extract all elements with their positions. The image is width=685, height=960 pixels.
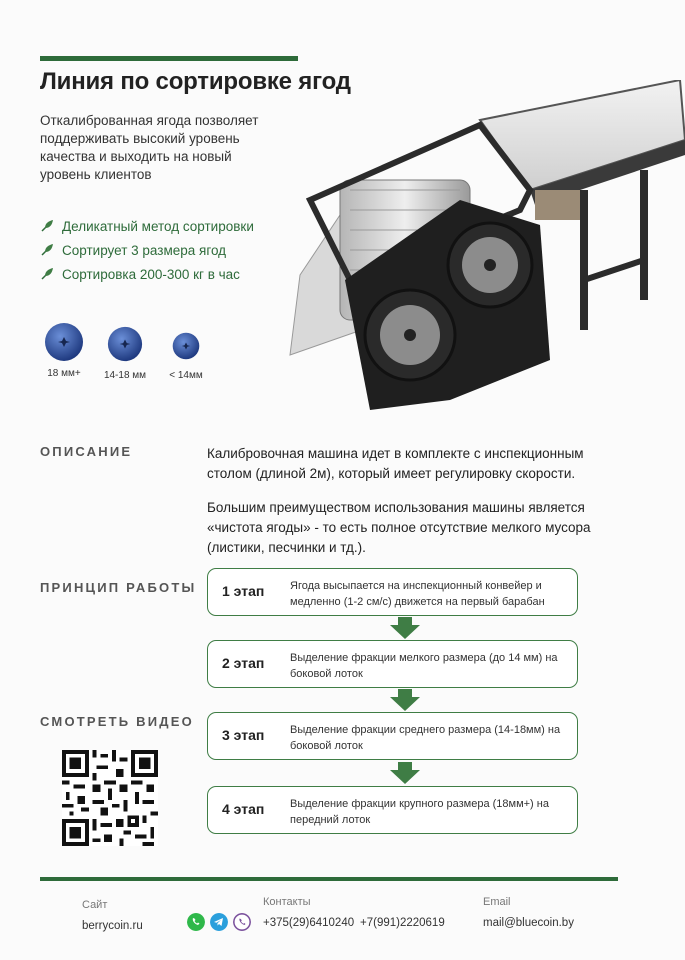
description-paragraph: Большим преимуществом использования машины является «чистота ягоды» - то есть полное отсутствие мелкого мусора (листики, песчинки и тд.). [207, 500, 591, 555]
site-link[interactable]: berrycoin.ru [82, 920, 143, 932]
step-title: 3 этап [222, 727, 265, 743]
telegram-icon[interactable] [210, 913, 228, 931]
leaf-icon [40, 219, 54, 233]
phone-link[interactable]: +375(29)6410240 [263, 917, 355, 929]
berry-label: 14-18 мм [103, 370, 147, 381]
feature-label: Сортировка 200-300 кг в час [62, 266, 240, 282]
top-accent-bar [40, 56, 298, 61]
down-arrow-icon [390, 762, 420, 784]
step-title: 2 этап [222, 655, 265, 671]
berry-label: 18 мм+ [47, 368, 81, 379]
step-card [207, 712, 578, 760]
description-heading: ОПИСАНИЕ [40, 444, 133, 459]
blueberry-icon [44, 322, 84, 362]
site-label: Сайт [82, 899, 108, 911]
berry-small [164, 332, 208, 381]
berry-label: < 14мм [169, 370, 203, 381]
qr-code[interactable] [62, 750, 158, 846]
step-title: 4 этап [222, 801, 265, 817]
leaf-icon [40, 267, 54, 281]
principle-heading: ПРИНЦИП РАБОТЫ [40, 580, 197, 595]
berry-large [40, 322, 88, 379]
email-link[interactable]: mail@bluecoin.by [483, 917, 574, 929]
down-arrow-icon [390, 617, 420, 639]
step-card [207, 640, 578, 688]
feature-item [40, 214, 254, 238]
video-heading: СМОТРЕТЬ ВИДЕО [40, 714, 194, 729]
step-text: Выделение фракции среднего размера (14-18мм) на боковой лоток [290, 724, 561, 752]
whatsapp-icon[interactable] [187, 913, 205, 931]
step-text: Ягода высыпается на инспекционный конвейер и медленно (1-2 см/с) движется на первый барабан [290, 580, 545, 608]
contacts-label: Контакты [263, 896, 311, 908]
blueberry-icon [107, 326, 143, 362]
step-card [207, 786, 578, 834]
berry-medium [100, 326, 150, 381]
feature-item [40, 262, 254, 286]
feature-label: Деликатный метод сортировки [62, 218, 254, 234]
intro-text: Откалиброванная ягода позволяет поддерживать высокий уровень качества и выходить на новый уровень клиентов [40, 113, 259, 182]
step-title: 1 этап [222, 583, 265, 599]
leaf-icon [40, 243, 54, 257]
down-arrow-icon [390, 689, 420, 711]
feature-list [40, 214, 254, 286]
phone-link[interactable]: +7(991)2220619 [360, 917, 445, 929]
feature-label: Сортирует 3 размера ягод [62, 242, 227, 258]
berry-sizes [40, 322, 220, 382]
step-text: Выделение фракции крупного размера (18мм+) на передний лоток [290, 798, 549, 826]
step-text: Выделение фракции мелкого размера (до 14 мм) на боковой лоток [290, 652, 558, 680]
description-text [207, 444, 607, 572]
blueberry-icon [172, 332, 200, 360]
viber-icon[interactable] [233, 913, 251, 931]
page-title: Линия по сортировке ягод [40, 68, 351, 95]
sorting-machine-image [280, 80, 685, 420]
bottom-accent-bar [40, 877, 618, 881]
feature-item [40, 238, 254, 262]
step-card [207, 568, 578, 616]
description-paragraph: Калибровочная машина идет в комплекте с инспекционным столом (длиной 2м), который имеет регулировку скорости. [207, 446, 584, 481]
email-label: Email [483, 896, 511, 908]
